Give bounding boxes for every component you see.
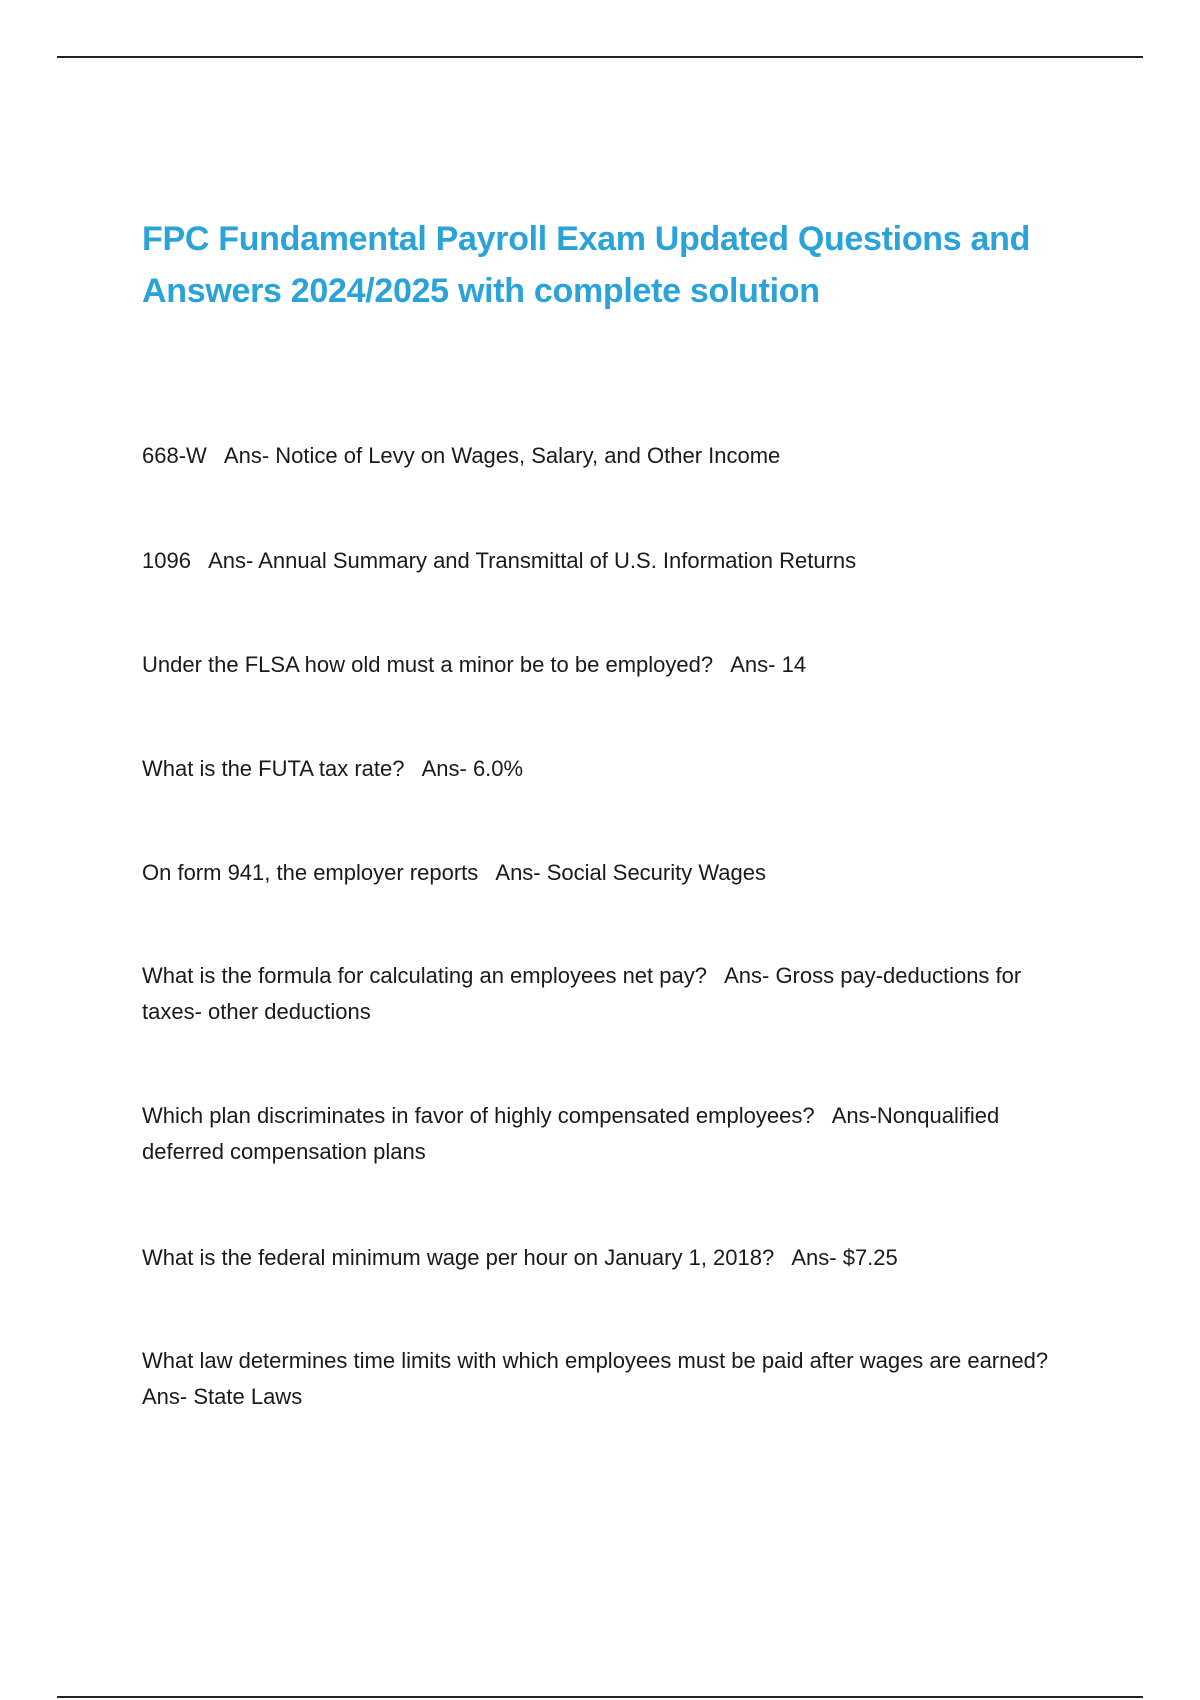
qa-item [142,855,1082,891]
question-text: What law determines time limits with which employees must be paid after wages are earned? [142,1348,1049,1373]
question-text: What is the formula for calculating an employees net pay? [142,963,707,988]
answer-text: Ans- Notice of Levy on Wages, Salary, and Other Income [223,443,781,468]
answer-text: Ans- Gross pay-deductions for taxes- other deductions [142,963,1028,1024]
answer-text: Ans-Nonqualified deferred compensation plans [142,1103,1006,1164]
answer-text: Ans- Annual Summary and Transmittal of U.S. Information Returns [208,548,857,573]
qa-item [142,1240,1082,1276]
qa-item [142,958,1082,1030]
qa-item [142,1343,1082,1415]
question-text: Which plan discriminates in favor of highly compensated employees? [142,1103,815,1128]
question-text: What is the federal minimum wage per hour on January 1, 2018? [142,1245,775,1270]
answer-text: Ans- 14 [730,652,807,677]
qa-item [142,438,1082,474]
qa-item [142,1098,1082,1170]
question-text: On form 941, the employer reports [142,860,479,885]
question-text: 668-W [142,443,207,468]
top-rule [57,56,1143,58]
question-text: Under the FLSA how old must a minor be to be employed? [142,652,714,677]
answer-text: Ans- State Laws [142,1384,303,1409]
answer-text: Ans- 6.0% [421,756,524,781]
question-text: 1096 [142,548,191,573]
answer-text: Ans- $7.25 [791,1245,898,1270]
document-title: FPC Fundamental Payroll Exam Updated Questions and Answers 2024/2025 with complete solution [142,220,1031,310]
qa-item [142,751,1082,787]
question-text: What is the FUTA tax rate? [142,756,405,781]
qa-item [142,543,1082,579]
qa-item [142,647,1082,683]
bottom-rule [57,1696,1143,1698]
answer-text: Ans- Social Security Wages [495,860,767,885]
